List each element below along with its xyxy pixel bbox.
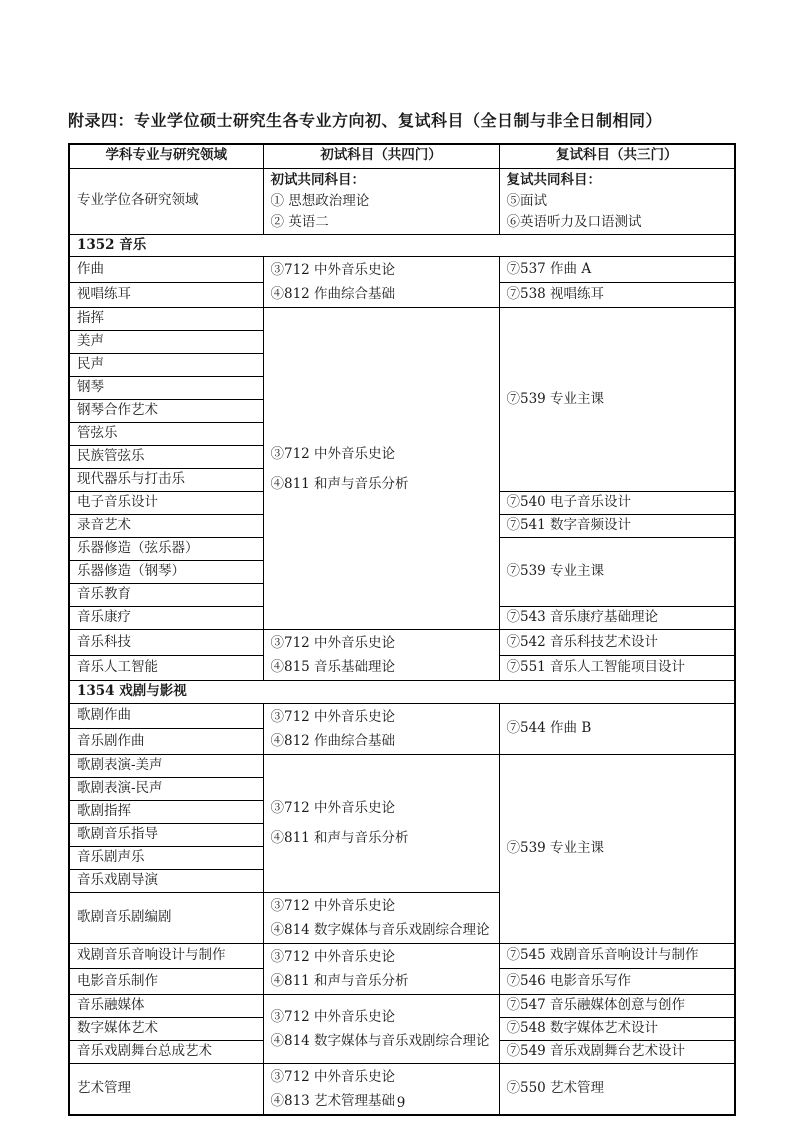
major-cell: 数字媒体艺术	[69, 1017, 263, 1040]
initial-subjects-cell	[263, 892, 499, 943]
column-header-initial-exam: 初试科目（共四门）	[263, 144, 499, 168]
major-cell: 音乐戏剧舞台总成艺术	[69, 1040, 263, 1063]
page-title: 附录四：专业学位硕士研究生各专业方向初、复试科目（全日制与非全日制相同）	[68, 111, 663, 130]
retest-subject-cell: ⑦539 专业主课	[499, 538, 735, 607]
table-row	[69, 308, 735, 331]
major-cell: 音乐人工智能	[69, 655, 263, 681]
major-cell: 民声	[69, 354, 263, 377]
major-cell: 音乐戏剧导演	[69, 869, 263, 892]
subject-line: ③712 中外音乐史论	[270, 800, 396, 817]
section-header-1354: 1354 戏剧与影视	[69, 681, 735, 704]
major-cell: 乐器修造（弦乐器）	[69, 538, 263, 561]
initial-subjects-cell	[263, 943, 499, 994]
retest-subject-cell: ⑦537 作曲 A	[499, 257, 735, 283]
initial-common-heading: 初试共同科目：	[270, 171, 365, 188]
major-cell: 艺术管理	[69, 1063, 263, 1115]
major-cell: 管弦乐	[69, 423, 263, 446]
subject-line: ③712 中外音乐史论	[270, 1068, 396, 1085]
subject-line: ③712 中外音乐史论	[270, 948, 396, 965]
subject-line: ④811 和声与音乐分析	[270, 475, 409, 492]
major-cell: 戏剧音乐音响设计与制作	[69, 943, 263, 969]
table-row	[69, 703, 735, 729]
major-cell: 音乐剧作曲	[69, 729, 263, 755]
initial-subjects-cell	[263, 308, 499, 630]
major-cell: 歌剧表演-民声	[69, 777, 263, 800]
major-cell: 作曲	[69, 257, 263, 283]
section-header-1352: 1352 音乐	[69, 234, 735, 257]
subject-line: ④814 数字媒体与音乐戏剧综合理论	[270, 1032, 490, 1049]
column-header-major: 学科专业与研究领域	[69, 144, 263, 168]
page-number: 9	[396, 1095, 406, 1111]
table-header-row	[69, 144, 735, 168]
major-cell: 电影音乐制作	[69, 969, 263, 995]
subject-line: ③712 中外音乐史论	[270, 897, 396, 914]
major-cell: 音乐剧声乐	[69, 846, 263, 869]
subject-line: ③712 中外音乐史论	[270, 635, 396, 652]
major-cell: 钢琴	[69, 377, 263, 400]
major-cell: 乐器修造（钢琴）	[69, 561, 263, 584]
table-row	[69, 754, 735, 777]
major-cell: 歌剧作曲	[69, 703, 263, 729]
subject-line: ③712 中外音乐史论	[270, 708, 396, 725]
major-cell: 歌剧音乐指导	[69, 823, 263, 846]
retest-subject-cell: ⑦540 电子音乐设计	[499, 492, 735, 515]
retest-common-item-2: ⑥英语听力及口语测试	[506, 213, 642, 230]
subject-line: ④813 艺术管理基础	[270, 1092, 396, 1109]
major-cell: 音乐康疗	[69, 607, 263, 630]
retest-subject-cell: ⑦539 专业主课	[499, 754, 735, 943]
major-cell: 音乐科技	[69, 630, 263, 656]
initial-subjects-cell	[263, 754, 499, 892]
major-cell: 视唱练耳	[69, 282, 263, 308]
common-retest-cell	[499, 168, 735, 234]
major-cell: 钢琴合作艺术	[69, 400, 263, 423]
common-area-cell: 专业学位各研究领域	[69, 168, 263, 234]
common-initial-cell	[263, 168, 499, 234]
retest-subject-cell: ⑦542 音乐科技艺术设计	[499, 630, 735, 656]
initial-subjects-cell	[263, 703, 499, 754]
subject-line: ④815 音乐基础理论	[270, 659, 396, 676]
subject-line: ③712 中外音乐史论	[270, 1008, 396, 1025]
initial-common-item-1: ① 思想政治理论	[270, 192, 370, 209]
retest-subject-cell: ⑦544 作曲 B	[499, 703, 735, 754]
section-row-1352	[69, 234, 735, 257]
subject-line: ④811 和声与音乐分析	[270, 830, 409, 847]
major-cell: 歌剧音乐剧编剧	[69, 892, 263, 943]
retest-subject-cell: ⑦551 音乐人工智能项目设计	[499, 655, 735, 681]
subject-line: ④812 作曲综合基础	[270, 286, 396, 303]
column-header-retest-exam: 复试科目（共三门）	[499, 144, 735, 168]
table-row	[69, 630, 735, 656]
retest-subject-cell: ⑦545 戏剧音乐音响设计与制作	[499, 943, 735, 969]
retest-subject-cell: ⑦548 数字媒体艺术设计	[499, 1017, 735, 1040]
major-cell: 民族管弦乐	[69, 446, 263, 469]
major-cell: 音乐融媒体	[69, 994, 263, 1017]
section-row-1354	[69, 681, 735, 704]
major-cell: 录音艺术	[69, 515, 263, 538]
retest-subject-cell: ⑦546 电影音乐写作	[499, 969, 735, 995]
initial-subjects-cell	[263, 257, 499, 308]
major-cell: 音乐教育	[69, 584, 263, 607]
subject-line: ④812 作曲综合基础	[270, 732, 396, 749]
retest-subject-cell: ⑦547 音乐融媒体创意与创作	[499, 994, 735, 1017]
retest-subject-cell: ⑦549 音乐戏剧舞台艺术设计	[499, 1040, 735, 1063]
major-cell: 歌剧指挥	[69, 800, 263, 823]
major-cell: 歌剧表演-美声	[69, 754, 263, 777]
table-row	[69, 257, 735, 283]
table-row	[69, 994, 735, 1017]
major-cell: 指挥	[69, 308, 263, 331]
major-cell: 电子音乐设计	[69, 492, 263, 515]
retest-subject-cell: ⑦550 艺术管理	[499, 1063, 735, 1115]
common-subjects-row	[69, 168, 735, 234]
subject-line: ④814 数字媒体与音乐戏剧综合理论	[270, 921, 490, 938]
retest-subject-cell: ⑦539 专业主课	[499, 308, 735, 492]
subject-line: ③712 中外音乐史论	[270, 445, 396, 462]
subject-line: ④811 和声与音乐分析	[270, 972, 409, 989]
initial-common-item-2: ② 英语二	[270, 213, 329, 230]
retest-common-heading: 复试共同科目：	[506, 171, 601, 188]
major-cell: 美声	[69, 331, 263, 354]
retest-subject-cell: ⑦541 数字音频设计	[499, 515, 735, 538]
subject-line: ③712 中外音乐史论	[270, 262, 396, 279]
retest-common-item-1: ⑤面试	[506, 192, 547, 209]
major-cell: 现代器乐与打击乐	[69, 469, 263, 492]
retest-subject-cell: ⑦543 音乐康疗基础理论	[499, 607, 735, 630]
table-row	[69, 943, 735, 969]
retest-subject-cell: ⑦538 视唱练耳	[499, 282, 735, 308]
initial-subjects-cell	[263, 994, 499, 1063]
exam-subjects-table	[68, 143, 736, 1116]
initial-subjects-cell	[263, 630, 499, 681]
